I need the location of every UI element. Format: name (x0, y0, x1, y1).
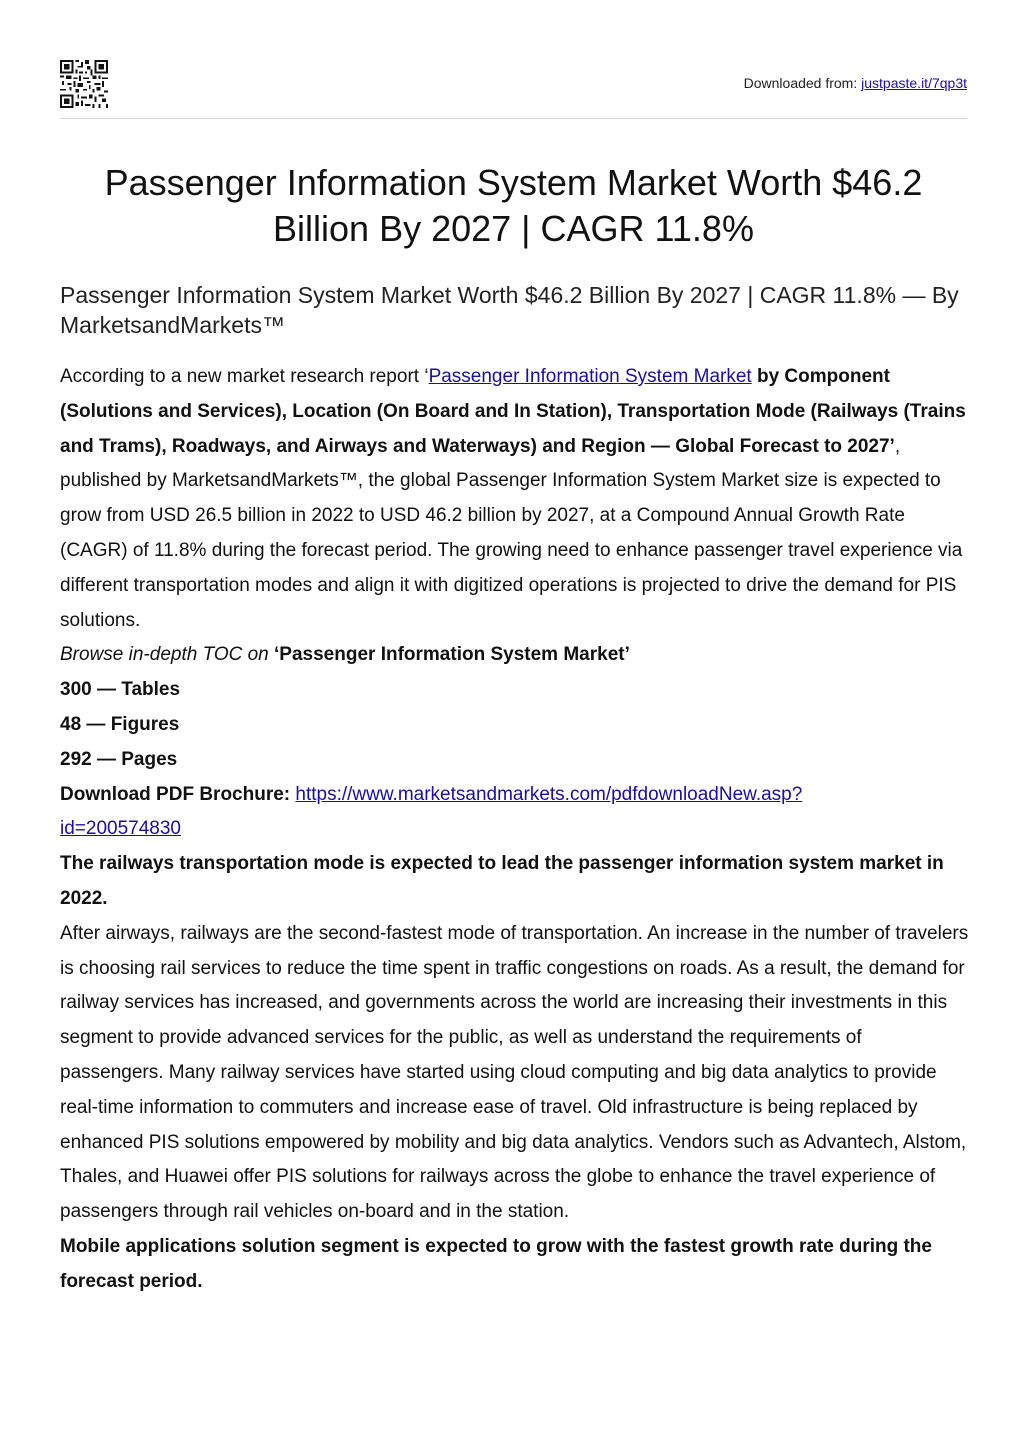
report-link[interactable]: Passenger Information System Market (428, 366, 752, 387)
toc-line (60, 638, 970, 673)
download-source-label: Downloaded from: (743, 75, 862, 91)
article-body (60, 360, 970, 1300)
page-subtitle: Passenger Information System Market Worth $46.2 Billion By 2027 | CAGR 11.8% — By MarketsandMarkets™ (60, 282, 959, 338)
page-title: Passenger Information System Market Worth $46.2 Billion By 2027 | CAGR 11.8% (104, 162, 923, 249)
qr-code-icon (60, 60, 108, 108)
intro-paragraph (60, 360, 970, 638)
brochure-line (60, 778, 970, 848)
section2-heading: Mobile applications solution segment is expected to grow with the fastest growth rate during the forecast period. (60, 1235, 932, 1292)
brochure-label: Download PDF Brochure: (60, 783, 291, 805)
section1-heading: The railways transportation mode is expected to lead the passenger information system market in 2022. (60, 853, 944, 909)
download-source (744, 75, 967, 91)
brochure-url-part2: id=200574830 (60, 818, 181, 840)
intro-text: , published by MarketsandMarkets™, the global Passenger Information System Market size is expected to grow from USD 26.5 billion in 2022 to USD 46.2 billion by 2027, at a Compound Annual Growth Rate (CAGR) of 11.8% during the forecast period. The growing need to enhance passenger travel experience via different transportation modes and align it with digitized operations is projected to drive the demand for PIS solutions. (60, 435, 963, 631)
download-source-link[interactable]: justpaste.it/7qp3t (861, 75, 967, 91)
toc-label: Browse in-depth TOC on (60, 644, 275, 666)
brochure-url-part1: https://www.marketsandmarkets.com/pdfdownloadNew.asp? (295, 783, 803, 805)
stat-pages: 292 — Pages (60, 748, 178, 770)
section1-body: After airways, railways are the second-fastest mode of transportation. An increase in the number of travelers is choosing rail services to reduce the time spent in traffic congestions on roads. As a result, the demand for railway services has increased, and governments across the world are increasing their investments in this segment to provide advanced services for the public, as well as understand the requirements of passengers. Many railway services have started using cloud computing and big data analytics to provide real-time information to commuters and increase ease of travel. Old infrastructure is being replaced by enhanced PIS solutions empowered by mobility and big data analytics. Vendors such as Advantech, Alstom, Thales, and Huawei offer PIS solutions for railways across the globe to enhance the travel experience of passengers through rail vehicles on-board and in the station. (60, 922, 969, 1223)
toc-title: ‘Passenger Information System Market’ (274, 644, 630, 666)
report-full-title: by Component (Solutions and Services), Location (On Board and In Station), Transportation Mode (Railways (Trains and Trams), Roadways, and Airways and Waterways) and Region — Global Forecast to 2027’ (60, 366, 966, 457)
intro-prefix: According to a new market research report ‘ (60, 366, 429, 387)
stat-tables: 300 — Tables (60, 679, 181, 701)
header-divider (60, 118, 967, 119)
stat-figures: 48 — Figures (60, 713, 180, 735)
